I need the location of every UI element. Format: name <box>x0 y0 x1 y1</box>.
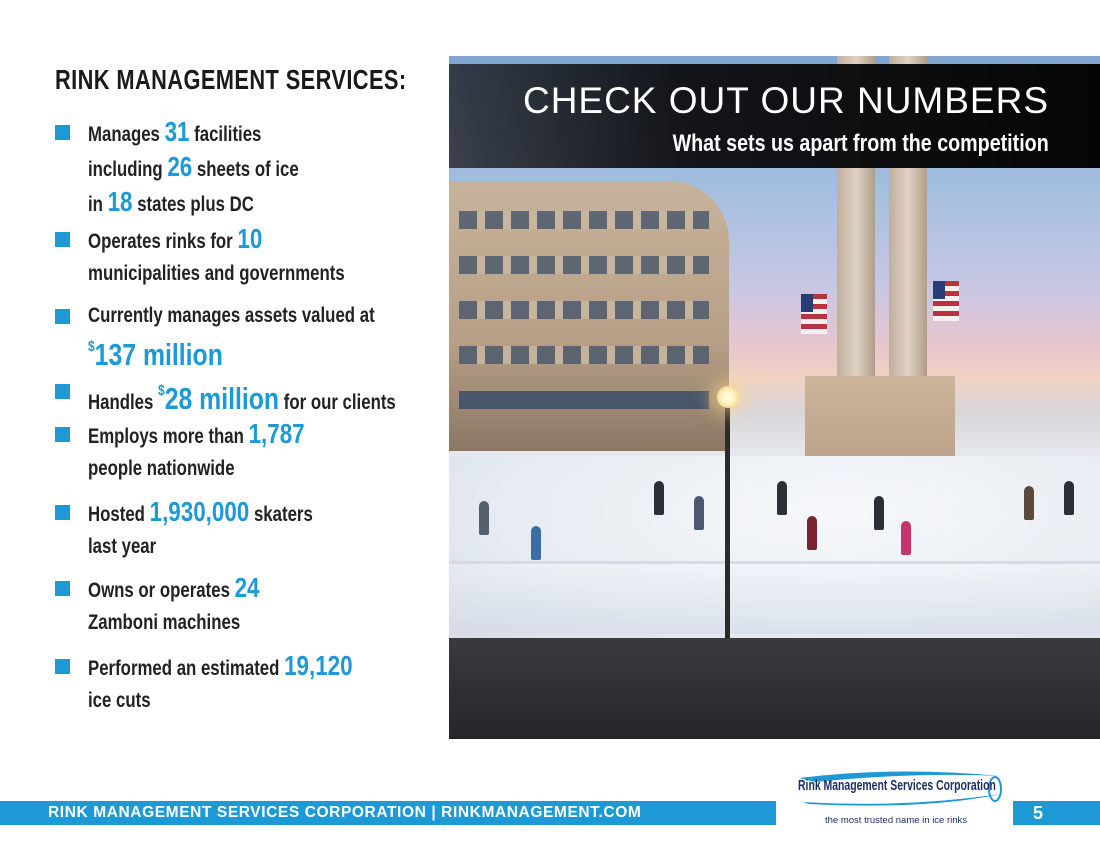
stat-ice-cuts <box>55 650 435 714</box>
banner-title: CHECK OUT OUR NUMBERS <box>522 80 1049 121</box>
stat-text: Hosted 1,930,000 skaters last year <box>88 496 313 558</box>
skater <box>901 521 911 555</box>
stat-number: 19,120 <box>284 650 353 681</box>
stat-text: Owns or operates 24 Zamboni machines <box>88 572 260 634</box>
title-banner <box>449 64 1100 168</box>
flag <box>933 281 959 321</box>
stat-number: 18 <box>107 186 133 217</box>
stat-skaters <box>55 496 435 560</box>
bullet-square <box>55 581 70 596</box>
flag <box>801 294 827 334</box>
waterfront-building <box>449 181 729 451</box>
skater <box>777 481 787 515</box>
banner-subtitle: What sets us apart from the competition <box>672 130 1049 157</box>
ice-rink-photo <box>449 56 1100 739</box>
stat-zambonis <box>55 572 435 636</box>
skater <box>654 481 664 515</box>
stat-number: 1,930,000 <box>149 496 250 527</box>
stat-amount: 28 million <box>164 381 280 416</box>
bullet-square <box>55 384 70 399</box>
bullet-square <box>55 232 70 247</box>
stat-text: Manages 31 facilities including 26 sheets of ice in 18 states plus DC <box>88 116 299 217</box>
skater <box>531 526 541 560</box>
company-logo <box>795 768 1005 830</box>
skater <box>694 496 704 530</box>
dollar-sign: $ <box>158 382 165 399</box>
logo-name: Rink Management Services Corporation <box>798 778 996 794</box>
bullet-square <box>55 309 70 324</box>
page-heading: RINK MANAGEMENT SERVICES: <box>55 64 407 95</box>
skater <box>1024 486 1034 520</box>
stat-number: 24 <box>234 572 260 603</box>
footer-text: RINK MANAGEMENT SERVICES CORPORATION | RINKMANAGEMENT.COM <box>48 804 642 821</box>
logo-tagline: the most trusted name in ice rinks <box>825 815 968 826</box>
bullet-square <box>55 125 70 140</box>
skater <box>874 496 884 530</box>
stat-text: Employs more than 1,787 people nationwide <box>88 418 305 480</box>
stat-employees <box>55 418 435 482</box>
lamp-light <box>717 386 739 408</box>
stat-number: 31 <box>164 116 190 147</box>
skater <box>807 516 817 550</box>
page-number: 5 <box>1032 803 1043 823</box>
stat-number: 26 <box>167 151 193 182</box>
stat-amount: 137 million <box>94 337 223 372</box>
stat-assets <box>55 300 435 372</box>
bullet-square <box>55 505 70 520</box>
dollar-sign: $ <box>88 338 95 355</box>
stat-number: 1,787 <box>248 418 305 449</box>
stat-facilities <box>55 116 435 217</box>
stat-municipalities <box>55 223 435 287</box>
plaza-ground <box>449 638 1100 739</box>
stat-client-funds <box>55 375 435 416</box>
skater <box>479 501 489 535</box>
rink-railing <box>449 561 1100 634</box>
stat-text: Performed an estimated 19,120 ice cuts <box>88 650 353 712</box>
bullet-square <box>55 427 70 442</box>
stat-text: Currently manages assets valued at $137 million <box>88 304 375 372</box>
stat-text: Operates rinks for 10 municipalities and governments <box>88 223 345 285</box>
skater <box>1064 481 1074 515</box>
bullet-square <box>55 659 70 674</box>
stat-text: Handles $28 million for our clients <box>88 381 396 416</box>
lamp-post <box>725 394 730 639</box>
stat-number: 10 <box>237 223 263 254</box>
